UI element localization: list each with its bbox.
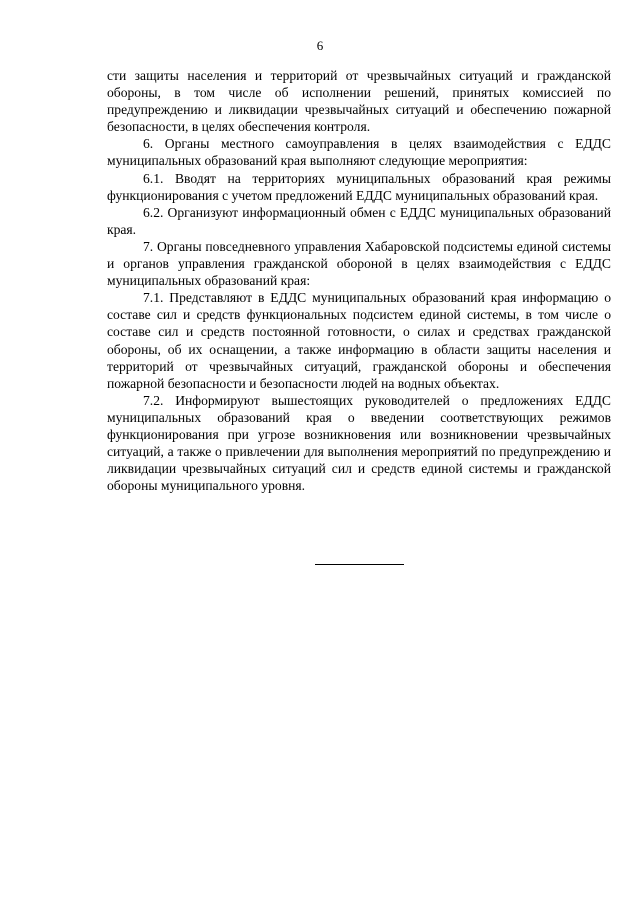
paragraph-continuation: сти защиты населения и территорий от чрезвычайных ситуаций и гражданской обороны, в том числе об исполнении решений, принятых комиссией по предупреждению и ликвидации чрезвычайных ситуаций и обеспечению пожарной безопасности, в целях обеспечения контроля. xyxy=(107,68,611,135)
paragraph-6-2: 6.2. Организуют информационный обмен с ЕДДС муниципальных образований края. xyxy=(107,204,611,237)
paragraph-7: 7. Органы повседневного управления Хабаровской подсистемы единой системы и органов управления гражданской обороной в целях взаимодействия с ЕДДС муниципальных образований края: xyxy=(107,238,611,289)
paragraph-7-1: 7.1. Представляют в ЕДДС муниципальных образований края информацию о составе сил и средств функциональных подсистем единой системы, в том числе о составе сил и средств постоянной готовности, о силах и средствах гражданской обороны, об их оснащении, а также информацию в области защиты населения и территорий от чрезвычайных ситуаций, гражданской обороны и обеспечения пожарной безопасности и безопасности людей на водных объектах. xyxy=(107,290,611,391)
paragraph-7-2: 7.2. Информируют вышестоящих руководителей о предложениях ЕДДС муниципальных образований края о введении соответствующих режимов функционирования при угрозе возникновения или возникновении чрезвычайных ситуаций, а также о привлечении для выполнения мероприятий по предупреждению и ликвидации чрезвычайных ситуаций сил и средств единой системы и гражданской обороны муниципального уровня. xyxy=(107,392,611,494)
end-of-document-rule xyxy=(315,564,404,565)
paragraph-6: 6. Органы местного самоуправления в целях взаимодействия с ЕДДС муниципальных образований края выполняют следующие мероприятия: xyxy=(107,136,611,169)
paragraph-6-1: 6.1. Вводят на территориях муниципальных образований края режимы функционирования с учетом предложений ЕДДС муниципальных образований края. xyxy=(107,170,611,203)
document-body xyxy=(107,67,611,494)
page-number: 6 xyxy=(316,38,324,53)
